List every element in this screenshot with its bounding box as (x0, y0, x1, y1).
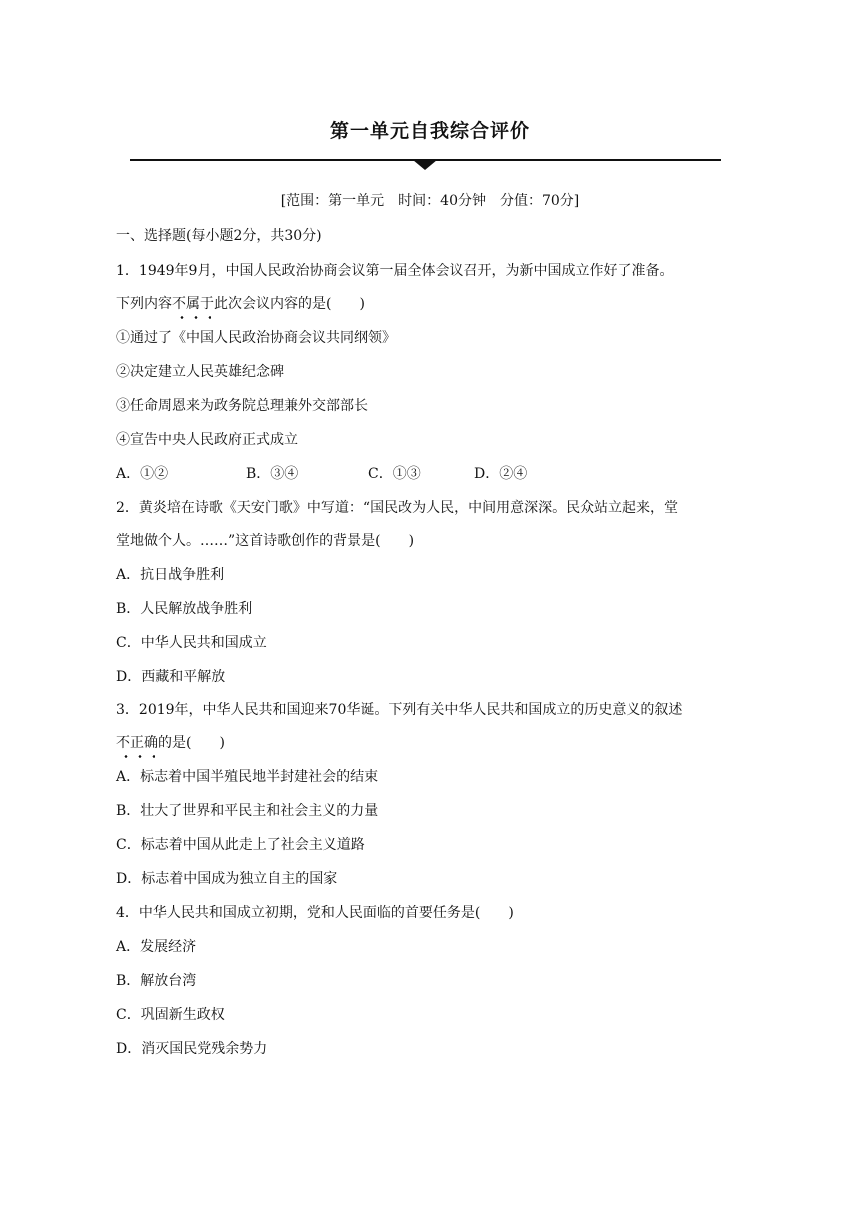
q1-choice-c: C．①③ (368, 466, 421, 482)
divider-arrow-icon (413, 160, 437, 170)
q1-item-3: ③任命周恩来为政务院总理兼外交部部长 (116, 398, 368, 414)
page-title: 第一单元自我综合评价 (329, 120, 530, 142)
q1-item-1: ①通过了《中国人民政治协商会议共同纲领》 (116, 330, 396, 346)
q3-option-c: C．标志着中国从此走上了社会主义道路 (116, 837, 365, 853)
q1-choice-d: D．②④ (474, 466, 528, 482)
question-1-stem-line2 (116, 293, 365, 313)
q1-choice-a: A．①② (116, 466, 169, 482)
q4-option-b: B．解放台湾 (116, 973, 197, 989)
question-4-stem: 4．中华人民共和国成立初期，党和人民面临的首要任务是( ) (116, 905, 514, 921)
q1-emphasis: 不属于 (172, 296, 214, 312)
section-heading: 一、选择题(每小题2分，共30分) (116, 228, 322, 244)
q1-choice-b: B．③④ (246, 466, 299, 482)
q2-option-b: B．人民解放战争胜利 (116, 601, 253, 617)
question-2-stem-line2: 堂地做个人。……”这首诗歌创作的背景是( ) (116, 533, 415, 549)
question-3-stem-line2 (116, 732, 225, 752)
q3-emphasis: 不正确 (116, 735, 158, 751)
q1-text-post: 此次会议内容的是( ) (214, 296, 365, 312)
q2-option-c: C．中华人民共和国成立 (116, 635, 267, 651)
q1-item-4: ④宣告中央人民政府正式成立 (116, 432, 298, 448)
q4-option-c: C．巩固新生政权 (116, 1007, 225, 1023)
q3-option-d: D．标志着中国成为独立自主的国家 (116, 871, 338, 887)
question-1-stem-line1: 1．1949年9月，中国人民政治协商会议第一届全体会议召开，为新中国成立作好了准备。 (116, 263, 674, 279)
q3-option-a: A．标志着中国半殖民地半封建社会的结束 (116, 769, 379, 785)
q4-option-d: D．消灭国民党残余势力 (116, 1041, 268, 1057)
q3-option-b: B．壮大了世界和平民主和社会主义的力量 (116, 803, 379, 819)
q2-option-a: A．抗日战争胜利 (116, 567, 225, 583)
q2-option-d: D．西藏和平解放 (116, 669, 226, 685)
question-2-stem-line1: 2．黄炎培在诗歌《天安门歌》中写道：“国民改为人民，中间用意深深。民众站立起来，堂 (116, 500, 679, 516)
q1-text-pre: 下列内容 (116, 296, 172, 312)
q1-item-2: ②决定建立人民英雄纪念碑 (116, 364, 284, 380)
question-3-stem-line1: 3．2019年，中华人民共和国迎来70华诞。下列有关中华人民共和国成立的历史意义的叙述 (116, 702, 683, 718)
q4-option-a: A．发展经济 (116, 939, 197, 955)
exam-meta: [范围：第一单元 时间：40分钟 分值：70分] (280, 193, 580, 209)
q3-text-post: 的是( ) (158, 735, 225, 751)
